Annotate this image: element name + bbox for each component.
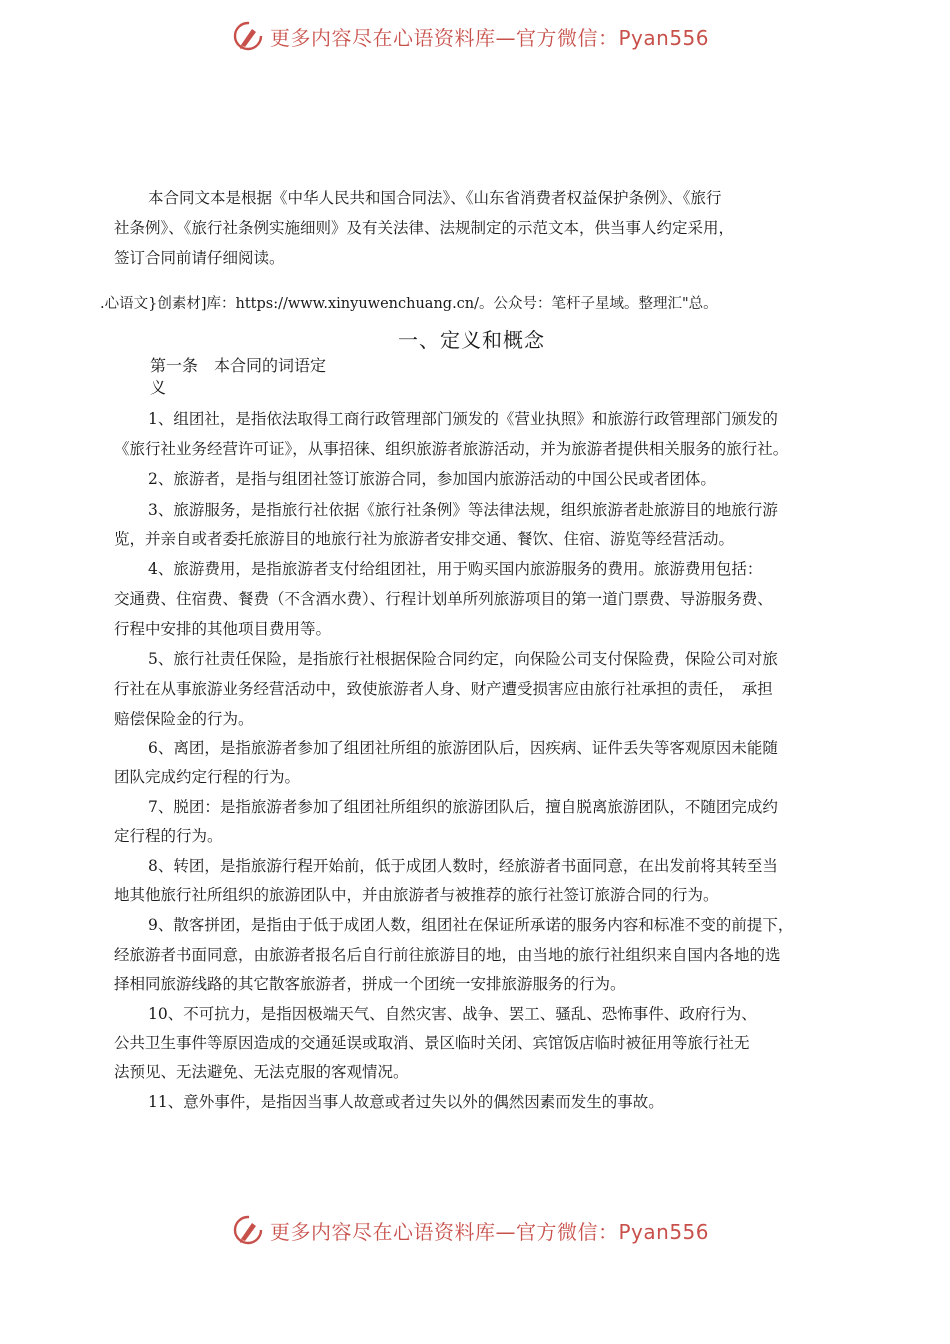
body-line: 8、转团，是指旅游行程开始前，低于成团人数时，经旅游者书面同意，在出发前将其转至当	[148, 857, 778, 875]
body-line: 4、旅游费用，是指旅游者支付给组团社，用于购买国内旅游服务的费用。旅游费用包括：	[148, 560, 763, 578]
body-line: 地其他旅行社所组织的旅游团队中，并由旅游者与被推荐的旅行社签订旅游合同的行为。	[114, 886, 719, 904]
body-line: 5、旅行社责任保险，是指旅行社根据保险合同约定，向保险公司支付保险费，保险公司对旅	[148, 650, 778, 668]
body-line: 公共卫生事件等原因造成的交通延误或取消、景区临时关闭、宾馆饭店临时被征用等旅行社无	[114, 1034, 750, 1052]
header-banner	[232, 18, 732, 54]
body-line: 经旅游者书面同意，由旅游者报名后自行前往旅游目的地，由当地的旅行社组织来自国内各地的选	[114, 946, 781, 964]
body-line: 赔偿保险金的行为。	[114, 710, 254, 728]
article-heading-line-1: 第一条 本合同的词语定	[150, 356, 327, 375]
body-line: 法预见、无法避免、无法克服的客观情况。	[114, 1063, 409, 1081]
body-line: 定行程的行为。	[114, 827, 223, 845]
intro-line-1: 本合同文本是根据《中华人民共和国合同法》、《山东省消费者权益保护条例》、《旅行	[148, 189, 722, 207]
body-line: 行社在从事旅游业务经营活动中，致使旅游者人身、财产遭受损害应由旅行社承担的责任， 承担	[114, 680, 773, 698]
body-line: 1、组团社，是指依法取得工商行政管理部门颁发的《营业执照》和旅游行政管理部门颁发的	[148, 410, 778, 428]
body-line: 览，并亲自或者委托旅游目的地旅行社为旅游者安排交通、餐饮、住宿、游览等经营活动。	[114, 530, 735, 548]
body-line: 《旅行社业务经营许可证》，从事招徕、组织旅游者旅游活动，并为旅游者提供相关服务的旅行社。	[114, 440, 789, 458]
intro-line-3: 签订合同前请仔细阅读。	[114, 249, 285, 267]
body-line: 9、散客拼团，是指由于低于成团人数，组团社在保证所承诺的服务内容和标准不变的前提下，	[148, 916, 794, 934]
body-line: 行程中安排的其他项目费用等。	[114, 620, 332, 638]
footer-banner	[232, 1212, 732, 1248]
section-title: 一、定义和概念	[398, 328, 545, 352]
banner-text: 更多内容尽在心语资料库—官方微信：Pyan556	[270, 1219, 710, 1244]
body-line: 择相同旅游线路的其它散客旅游者，拼成一个团统一安排旅游服务的行为。	[114, 975, 626, 993]
body-line: 2、旅游者，是指与组团社签订旅游合同，参加国内旅游活动的中国公民或者团体。	[148, 470, 716, 488]
intro-line-2: 社条例》、《旅行社条例实施细则》及有关法律、法规制定的示范文本，供当事人约定采用，	[114, 219, 735, 237]
body-line: 团队完成约定行程的行为。	[114, 768, 301, 786]
body-line: 3、旅游服务，是指旅行社依据《旅行社条例》等法律法规，组织旅游者赴旅游目的地旅行游	[148, 501, 778, 519]
body-line: 6、离团，是指旅游者参加了组团社所组的旅游团队后，因疾病、证件丢失等客观原因未能随	[148, 739, 778, 757]
body-line: 7、脱团：是指旅游者参加了组团社所组织的旅游团队后，擅自脱离旅游团队，不随团完成约	[148, 798, 778, 816]
pen-seal-icon	[232, 1214, 264, 1246]
body-line: 11、意外事件，是指因当事人故意或者过失以外的偶然因素而发生的事故。	[148, 1093, 664, 1111]
article-heading	[150, 355, 380, 399]
body-line: 交通费、住宿费、餐费（不含酒水费）、行程计划单所列旅游项目的第一道门票费、导游服务费、	[114, 590, 773, 608]
body-line: 10、不可抗力，是指因极端天气、自然灾害、战争、罢工、骚乱、恐怖事件、政府行为、	[148, 1005, 757, 1023]
pen-seal-icon	[232, 20, 264, 52]
banner-text: 更多内容尽在心语资料库—官方微信：Pyan556	[270, 25, 710, 50]
source-note: .心语文}创素材]库：https://www.xinyuwenchuang.cn/。公众号：笔杆子星域。整理汇"总。	[100, 296, 718, 312]
article-heading-line-2: 义	[150, 378, 167, 397]
